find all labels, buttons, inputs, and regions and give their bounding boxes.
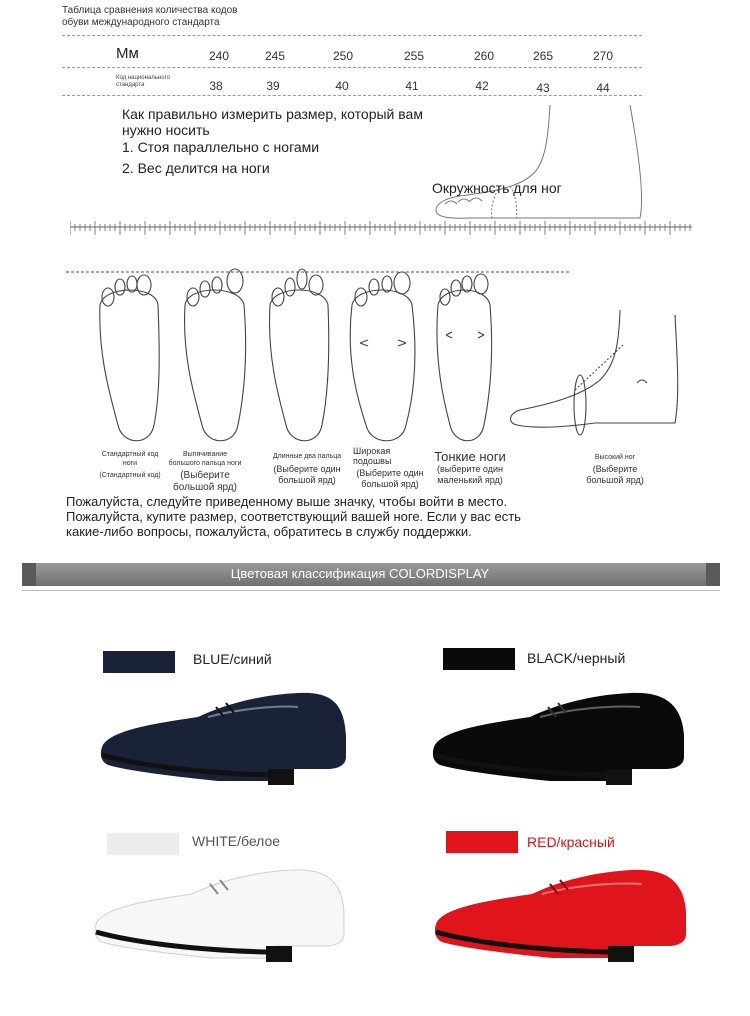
mm-cell: 255: [403, 49, 425, 63]
foot-type-standard-line2: ноги: [122, 460, 138, 467]
size-table-title-line2: обуви международного стандарта: [62, 17, 220, 28]
shoe-image-blue[interactable]: [98, 685, 348, 795]
foot-type-wide-sole-line1: Широкая: [353, 446, 391, 456]
table-divider: [62, 67, 642, 68]
foot-type-big-toe-line4: большой ярд): [173, 482, 237, 493]
foot-type-long-toes-line3: большой ярд): [278, 475, 336, 485]
foot-prints-illustration: [90, 265, 530, 455]
code-cell: 39: [266, 79, 280, 93]
foot-type-thin-feet-line2: (выберите один: [437, 464, 503, 474]
mm-cell: 245: [264, 49, 286, 63]
measure-heading-line2: нужно носить: [122, 122, 210, 138]
color-swatch-red[interactable]: [446, 831, 518, 853]
foot-type-long-toes-line1: Длинные два пальца: [272, 453, 342, 460]
color-swatch-white[interactable]: [107, 833, 179, 855]
foot-type-big-toe-label: [160, 450, 250, 494]
row-label-mm: Мм: [116, 45, 139, 62]
code-cell: 41: [405, 79, 419, 93]
color-label-white[interactable]: WHITE/белое: [192, 833, 281, 849]
mm-cell: 250: [332, 49, 354, 63]
table-divider: [62, 35, 642, 36]
foot-type-wide-sole-line2: подошвы: [353, 456, 392, 466]
foot-type-high-instep-line1: Высокий ног: [594, 454, 636, 461]
code-cell: 40: [335, 79, 349, 93]
row-label-code: [116, 75, 186, 89]
foot-type-high-instep-label: [570, 453, 660, 486]
code-cell: 44: [596, 81, 610, 95]
color-label-black[interactable]: BLACK/черный: [527, 650, 626, 666]
row-label-code-line1: Код национального: [116, 75, 170, 81]
measure-step-1: 1. Стоя параллельно с ногами: [122, 139, 320, 155]
measure-heading: [122, 106, 462, 138]
ruler: [70, 219, 692, 237]
code-cell: 42: [475, 79, 489, 93]
foot-type-big-toe-line2: большого пальца ноги: [168, 460, 242, 467]
row-label-code-line2: стандарта: [116, 82, 145, 88]
foot-type-wide-sole-line3: (Выберите один: [356, 468, 424, 478]
foot-type-wide-sole-line4: большой ярд): [361, 479, 419, 489]
foot-type-long-toes-label: [262, 452, 352, 486]
mm-cell: 240: [208, 49, 230, 63]
banner-divider: [22, 590, 720, 591]
foot-type-standard-line1: Стандартный код: [101, 451, 159, 458]
foot-type-long-toes-line2: (Выберите один: [273, 464, 341, 474]
size-table-title-line1: Таблица сравнения количества кодов: [62, 5, 238, 16]
mm-cell: 270: [592, 49, 614, 63]
circumference-label: Окружность для ног: [432, 180, 562, 196]
foot-type-high-instep-line2: (Выберите: [592, 464, 638, 474]
foot-type-high-instep-line3: большой ярд): [586, 475, 644, 485]
sizing-note-line1: Пожалуйста, следуйте приведенному выше значку, чтобы войти в место.: [66, 494, 508, 509]
sizing-note-line3: какие-либо вопросы, пожалуйста, обратитесь в службу поддержки.: [66, 524, 472, 539]
measure-heading-line1: Как правильно измерить размер, который вам: [122, 106, 423, 122]
foot-type-thin-feet-line3: маленький ярд): [437, 475, 503, 485]
mm-cell: 260: [473, 49, 495, 63]
code-cell: 38: [209, 79, 223, 93]
mm-cell: 265: [532, 49, 554, 63]
code-cell: 43: [536, 81, 550, 95]
foot-side-illustration: [430, 100, 650, 225]
foot-type-standard-label: [90, 450, 170, 480]
measure-step-2: 2. Вес делится на ноги: [122, 160, 270, 176]
shoe-image-black[interactable]: [430, 685, 690, 795]
color-label-red[interactable]: RED/красный: [527, 834, 615, 850]
size-table-title: [62, 5, 322, 29]
foot-type-thin-feet-line1: Тонкие ноги: [434, 449, 506, 464]
table-divider: [62, 95, 642, 96]
color-swatch-black[interactable]: [443, 648, 515, 670]
sizing-note-line2: Пожалуйста, купите размер, соответствующий вашей ноге. Если у вас есть: [66, 509, 521, 524]
sizing-notes: [66, 494, 626, 539]
color-label-blue[interactable]: BLUE/синий: [193, 651, 272, 667]
shoe-image-white[interactable]: [92, 862, 348, 972]
high-instep-illustration: [505, 305, 690, 450]
color-banner-title: Цветовая классификация COLORDISPLAY: [230, 566, 490, 581]
foot-type-big-toe-line1: Выпячивание: [182, 451, 228, 458]
color-swatch-blue[interactable]: [103, 651, 175, 673]
shoe-image-red[interactable]: [432, 862, 692, 972]
foot-type-standard-line3: (Стандартный код): [99, 472, 161, 479]
foot-type-big-toe-line3: (Выберите: [180, 470, 230, 481]
foot-type-thin-feet-label: [420, 449, 520, 486]
